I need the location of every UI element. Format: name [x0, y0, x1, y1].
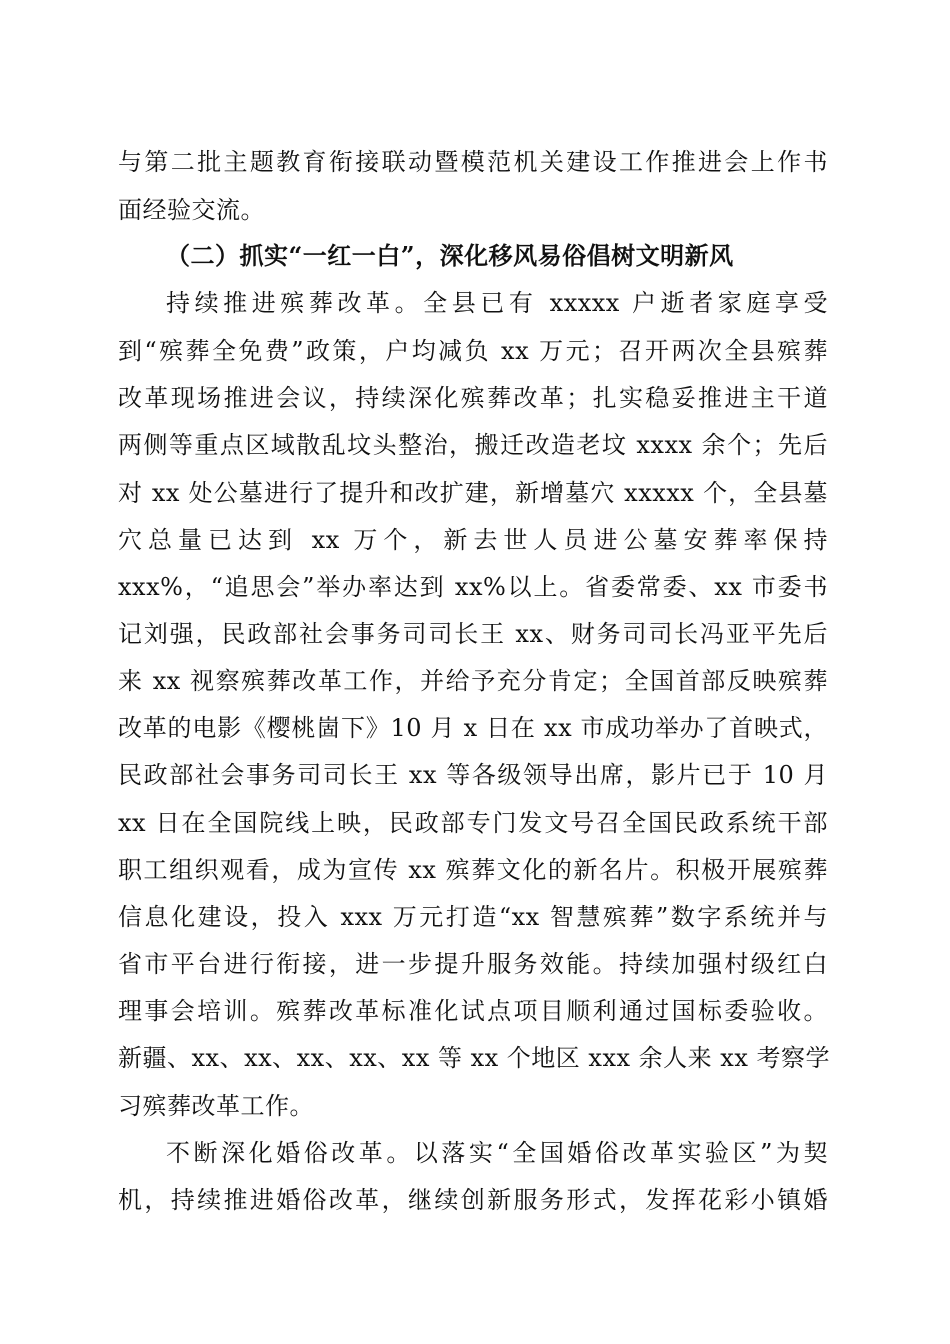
funeral-line-4: 两侧等重点区域散乱坟头整治，搬迁改造老坟 xxxx 余个；先后	[118, 431, 828, 459]
marriage-line-1: 不断深化婚俗改革。以落实“全国婚俗改革实验区”为契	[166, 1139, 828, 1167]
funeral-line-15: 省市平台进行衔接，进一步提升服务效能。持续加强村级红白	[118, 950, 828, 978]
funeral-line-12: xx 日在全国院线上映，民政部专门发文号召全国民政系统干部	[118, 809, 828, 837]
funeral-line-7: xxx%，“追思会”举办率达到 xx%以上。省委常委、xx 市委书	[118, 573, 828, 601]
funeral-line-13: 职工组织观看，成为宣传 xx 殡葬文化的新名片。积极开展殡葬	[118, 856, 828, 884]
funeral-line-1: 持续推进殡葬改革。全县已有 xxxxx 户逝者家庭享受	[166, 289, 828, 317]
funeral-line-11: 民政部社会事务司司长王 xx 等各级领导出席，影片已于 10 月	[118, 761, 828, 789]
funeral-line-5: 对 xx 处公墓进行了提升和改扩建，新增墓穴 xxxxx 个，全县墓	[118, 479, 828, 507]
marriage-line-2: 机，持续推进婚俗改革，继续创新服务形式，发挥花彩小镇婚	[118, 1186, 828, 1214]
funeral-line-16: 理事会培训。殡葬改革标准化试点项目顺利通过国标委验收。	[118, 997, 828, 1025]
intro-line-1: 与第二批主题教育衔接联动暨模范机关建设工作推进会上作书	[118, 148, 828, 176]
funeral-line-9: 来 xx 视察殡葬改革工作，并给予充分肯定；全国首部反映殡葬	[118, 667, 828, 695]
funeral-line-6: 穴总量已达到 xx 万个，新去世人员进公墓安葬率保持	[118, 526, 828, 554]
funeral-line-3: 改革现场推进会议，持续深化殡葬改革；扎实稳妥推进主干道	[118, 384, 828, 412]
funeral-line-2: 到“殡葬全免费”政策，户均减负 xx 万元；召开两次全县殡葬	[118, 337, 828, 365]
funeral-line-14: 信息化建设，投入 xxx 万元打造“xx 智慧殡葬”数字系统并与	[118, 903, 828, 931]
funeral-line-10: 改革的电影《樱桃崮下》10 月 x 日在 xx 市成功举办了首映式，	[118, 714, 828, 742]
funeral-line-8: 记刘强，民政部社会事务司司长王 xx、财务司司长冯亚平先后	[118, 620, 828, 648]
intro-line-2: 面经验交流。	[118, 196, 265, 224]
section-heading: （二）抓实“一红一白”，深化移风易俗倡树文明新风	[166, 241, 734, 270]
funeral-line-18: 习殡葬改革工作。	[118, 1092, 314, 1120]
funeral-line-17: 新疆、xx、xx、xx、xx、xx 等 xx 个地区 xxx 余人来 xx 考察学	[118, 1044, 830, 1072]
